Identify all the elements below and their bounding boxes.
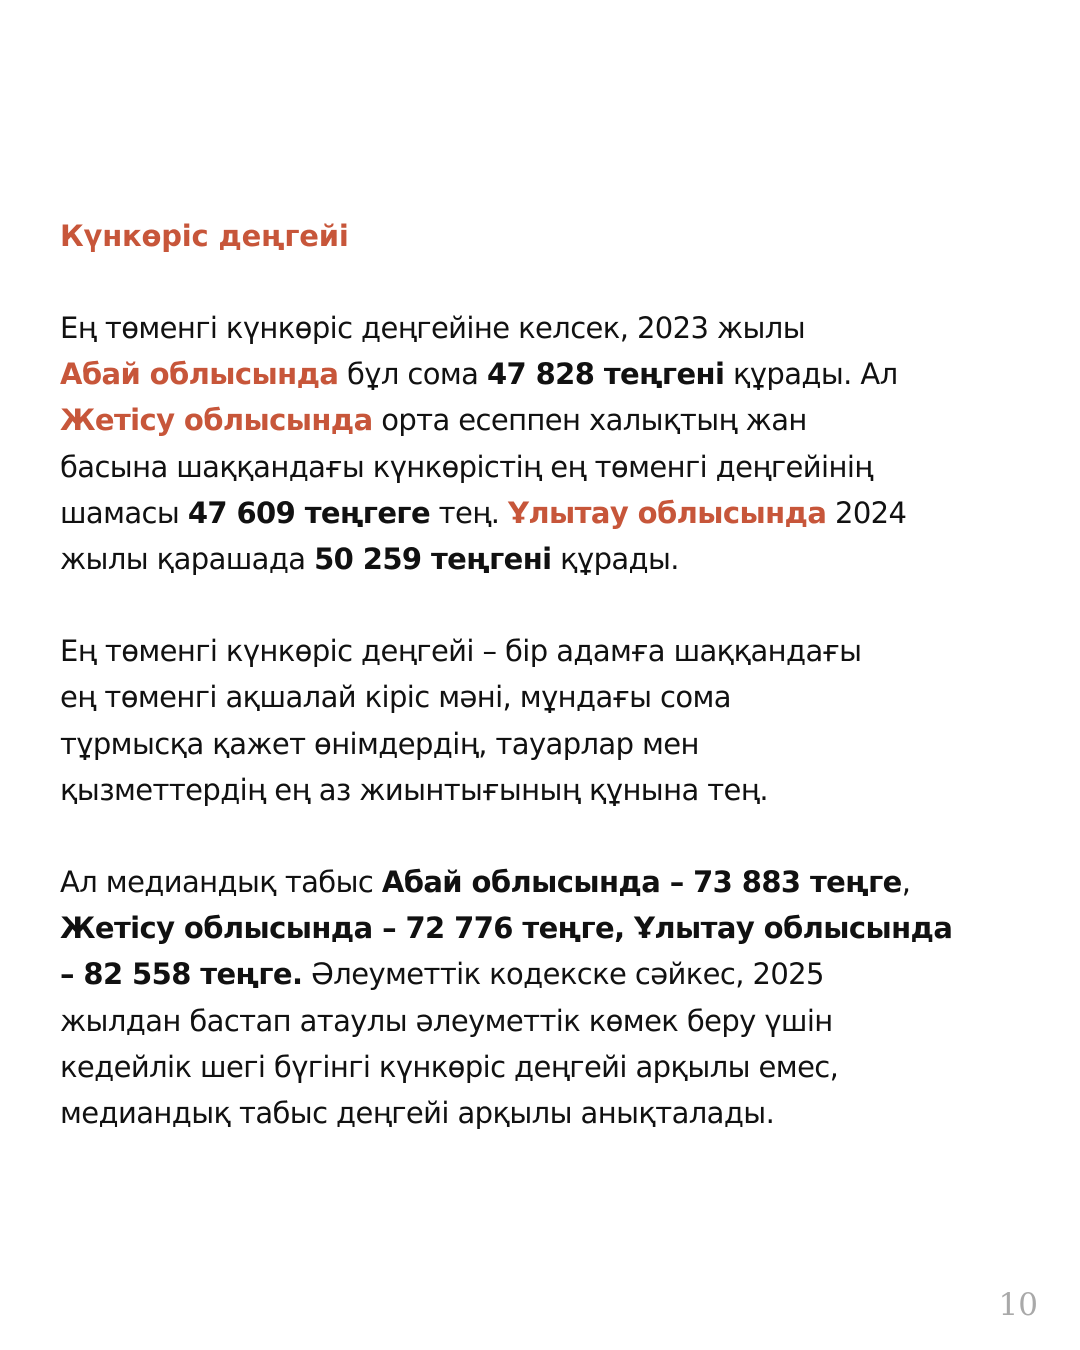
text-span: Әлеуметтік кодекске сәйкес, 2025 <box>302 957 824 992</box>
section-title: Күнкөріс деңгейі <box>60 219 349 253</box>
text-line: Ең төменгі күнкөріс деңгейі – бір адамға шаққандағы <box>60 634 862 669</box>
paragraph-definition <box>60 628 1035 813</box>
text-span: Ең төменгі күнкөріс деңгейіне келсек, 2023 жылы <box>60 311 806 345</box>
text-span: , <box>901 865 911 900</box>
page-number: 10 <box>998 1287 1038 1323</box>
text-line <box>60 444 1035 490</box>
paragraph-median-income <box>60 859 1035 1136</box>
amount-abai: 47 828 теңгені <box>486 357 725 392</box>
text-line: қызметтердің ең аз жиынтығының құнына тең. <box>60 772 768 807</box>
amount-ulytau: 50 259 теңгені <box>314 542 552 577</box>
text-span: орта есеппен халықтың жан <box>372 403 807 438</box>
text-span: басына шаққандағы күнкөрістің ең төменгі деңгейінің <box>60 449 873 484</box>
median-zhetisu-ulytau: Жетісу облысында – 72 776 теңге, Ұлытау облысында <box>60 911 953 946</box>
text-line <box>60 397 1035 443</box>
region-ulytau: Ұлытау облысында <box>508 495 827 530</box>
text-line: жылдан бастап атаулы әлеуметтік көмек беру үшін <box>60 1003 833 1038</box>
paragraph-subsistence-values <box>60 305 1035 582</box>
text-line <box>60 905 1035 951</box>
text-span: жылы қарашада <box>60 542 315 577</box>
text-span: құрады. <box>551 542 679 577</box>
text-line: ең төменгі ақшалай кіріс мәні, мұндағы сома <box>60 680 731 715</box>
text-span: құрады. Ал <box>724 357 898 392</box>
text-span: тең. <box>430 495 509 530</box>
region-zhetisu: Жетісу облысында <box>60 403 373 438</box>
median-abai: Абай облысында – 73 883 теңге <box>381 865 902 900</box>
text-line <box>60 305 1035 351</box>
article-content <box>60 213 1035 1136</box>
text-span: Ал медиандық табыс <box>60 865 382 900</box>
text-line: тұрмысқа қажет өнімдердің, тауарлар мен <box>60 726 699 761</box>
text-line: медиандық табыс деңгейі арқылы анықталады. <box>60 1096 775 1131</box>
text-line <box>60 536 1035 582</box>
text-span: 2024 <box>826 495 907 530</box>
text-line <box>60 490 1035 536</box>
region-abai: Абай облысында <box>60 357 339 392</box>
text-line <box>60 951 1035 997</box>
text-span: бұл сома <box>338 357 487 392</box>
median-ulytau-amount: – 82 558 теңге. <box>60 957 303 992</box>
text-line: кедейлік шегі бүгінгі күнкөріс деңгейі арқылы емес, <box>60 1049 839 1084</box>
text-line <box>60 351 1035 397</box>
text-line <box>60 859 1035 905</box>
text-span: шамасы <box>60 495 188 530</box>
amount-zhetisu: 47 609 теңгеге <box>187 495 431 530</box>
